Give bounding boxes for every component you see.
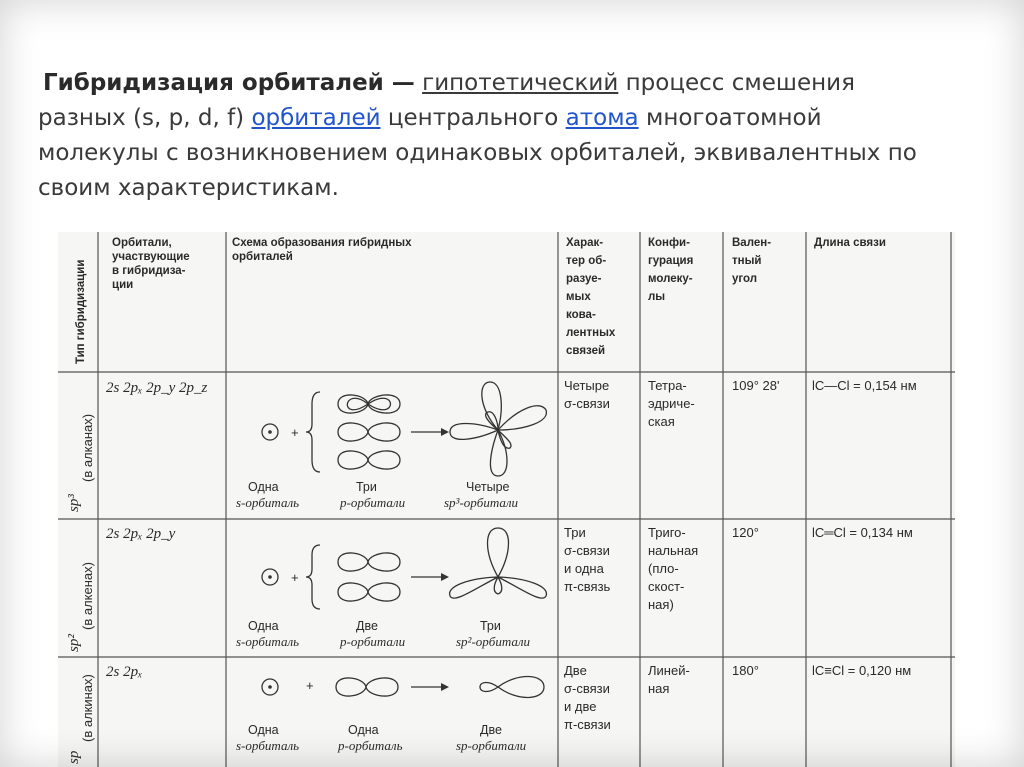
header-orbitals-2: участвующие <box>112 251 190 263</box>
orbitals-link[interactable]: орбиталей <box>251 105 381 131</box>
row-sp-angle: 180° <box>732 663 759 678</box>
row-sp2-bonds-1: Три <box>564 525 586 540</box>
header-angle-2: тный <box>732 255 762 267</box>
arrow-head-icon <box>441 683 449 691</box>
row-sp3-orbitals: 2s 2pₓ 2p_y 2p_z <box>106 380 208 396</box>
row-sp-config-2: ная <box>648 681 670 696</box>
sp-orbitals-icon <box>457 676 545 697</box>
row-sp3-config-1: Тетра- <box>648 378 687 393</box>
hypothetical-text: гипотетический <box>422 70 619 96</box>
row-sp3-type: sp³ <box>66 494 82 512</box>
row-sp3-bonds-2: σ-связи <box>564 396 610 411</box>
row-sp2-note: (в алкенах) <box>80 562 95 630</box>
header-config-3: молеку- <box>648 273 693 285</box>
header-bond-1: Харак- <box>566 237 604 249</box>
header-length: Длина связи <box>814 237 886 249</box>
caption-hybrid-1: Две <box>480 723 502 737</box>
row-sp-bonds-2: σ-связи <box>564 681 610 696</box>
row-sp2-bonds-4: π-связь <box>564 579 611 594</box>
row-sp2-config-3: (пло- <box>648 561 679 576</box>
header-scheme-1: Схема образования гибридных <box>232 237 412 249</box>
row-sp3-bonds-1: Четыре <box>564 378 610 393</box>
row-sp-bonds-3: и две <box>564 699 597 714</box>
plus-sign: + <box>306 678 314 693</box>
caption-s-2: s-орбиталь <box>236 495 300 510</box>
plus-sign: + <box>291 425 299 440</box>
row-sp2-bonds-3: и одна <box>564 561 604 576</box>
header-bond-4: мых <box>566 291 591 303</box>
intro-text-2: центрального <box>380 105 566 131</box>
row-sp-type: sp <box>66 750 82 764</box>
sp2-orbitals-icon <box>450 528 547 598</box>
header-config-2: гурация <box>648 255 694 267</box>
sp3-orbitals-icon <box>450 382 546 476</box>
row-sp2-config-1: Триго- <box>648 525 686 540</box>
row-sp-config-1: Линей- <box>648 663 690 678</box>
header-config-4: лы <box>648 291 666 303</box>
row-sp3-length: lC—Cl = 0,154 нм <box>812 378 917 393</box>
row-sp-note: (в алкинах) <box>80 674 95 742</box>
header-bond-3: разуе- <box>566 273 602 285</box>
caption-s-1: Одна <box>248 723 279 737</box>
s-orbital-dot <box>268 685 272 689</box>
header-angle-3: угол <box>732 273 758 285</box>
arrow-head-icon <box>441 573 449 581</box>
header-bond-7: связей <box>566 345 606 357</box>
header-scheme-2: орбиталей <box>232 251 293 263</box>
caption-s-1: Одна <box>248 619 279 633</box>
row-sp3-config-3: ская <box>648 414 675 429</box>
row-sp2-bonds-2: σ-связи <box>564 543 610 558</box>
caption-p-2: p-орбиталь <box>338 738 403 753</box>
caption-s-2: s-орбиталь <box>236 738 300 753</box>
caption-hybrid-2: sp-орбитали <box>456 738 527 753</box>
plus-sign: + <box>291 570 299 585</box>
header-angle-1: Вален- <box>732 237 772 249</box>
caption-hybrid-2: sp³-орбитали <box>444 495 519 510</box>
row-sp2-config-2: нальная <box>648 543 699 558</box>
row-sp2-length: lC═Cl = 0,134 нм <box>812 525 913 540</box>
caption-hybrid-1: Четыре <box>466 480 510 494</box>
p-orbitals-icon <box>338 553 400 601</box>
row-sp2-config-5: ная) <box>648 597 674 612</box>
brace-icon <box>306 545 320 609</box>
caption-hybrid-2: sp²-орбитали <box>456 634 531 649</box>
caption-p-1: Две <box>356 619 378 633</box>
row-sp2-type: sp² <box>66 634 82 652</box>
row-sp2-config-4: скост- <box>648 579 685 594</box>
s-orbital-dot <box>268 430 272 434</box>
caption-p-2: p-орбитали <box>340 495 406 510</box>
header-config-1: Конфи- <box>648 237 690 249</box>
caption-p-1: Одна <box>348 723 379 737</box>
atom-link[interactable]: атома <box>565 105 639 131</box>
arrow-head-icon <box>441 428 449 436</box>
row-sp3-note: (в алканах) <box>80 413 95 482</box>
row-sp-bonds-4: π-связи <box>564 717 611 732</box>
header-bond-6: лентных <box>566 327 616 339</box>
s-orbital-dot <box>268 575 272 579</box>
brace-icon <box>306 392 320 472</box>
row-sp-bonds-1: Две <box>564 663 587 678</box>
caption-p-2: p-орбитали <box>340 634 406 649</box>
header-type: Тип гибридизации <box>75 259 87 364</box>
caption-s-1: Одна <box>248 480 279 494</box>
intro-paragraph <box>38 66 938 206</box>
header-orbitals-3: в гибридиза- <box>112 265 186 277</box>
row-sp3 <box>66 378 917 512</box>
row-sp2-angle: 120° <box>732 525 759 540</box>
p-orbital-icon <box>336 678 398 696</box>
intro-text-1: процесс смешения разных (s, p, d, f) <box>38 70 855 131</box>
row-sp2 <box>66 525 913 652</box>
caption-s-2: s-орбиталь <box>236 634 300 649</box>
p-orbitals-icon <box>338 395 400 469</box>
hybridization-table <box>58 232 955 767</box>
row-sp-length: lC≡Cl = 0,120 нм <box>812 663 912 678</box>
table-header <box>75 237 886 364</box>
header-bond-2: тер об- <box>566 255 607 267</box>
header-orbitals-1: Орбитали, <box>112 237 172 249</box>
row-sp-orbitals: 2s 2pₓ <box>106 664 143 680</box>
header-orbitals-4: ции <box>112 279 134 291</box>
intro-text-3: многоатомной молекулы с возникновением одинаковых орбиталей, эквивалентных по своим характеристикам. <box>38 105 917 201</box>
caption-hybrid-1: Три <box>480 619 501 633</box>
term-title: Гибридизация орбиталей — <box>43 70 415 96</box>
caption-p-1: Три <box>356 480 377 494</box>
table-svg <box>58 232 955 767</box>
header-bond-5: кова- <box>566 309 596 321</box>
row-sp <box>66 663 911 764</box>
row-sp2-orbitals: 2s 2pₓ 2p_y <box>106 526 176 542</box>
row-sp3-angle: 109° 28' <box>732 378 780 393</box>
row-sp3-config-2: эдриче- <box>648 396 695 411</box>
